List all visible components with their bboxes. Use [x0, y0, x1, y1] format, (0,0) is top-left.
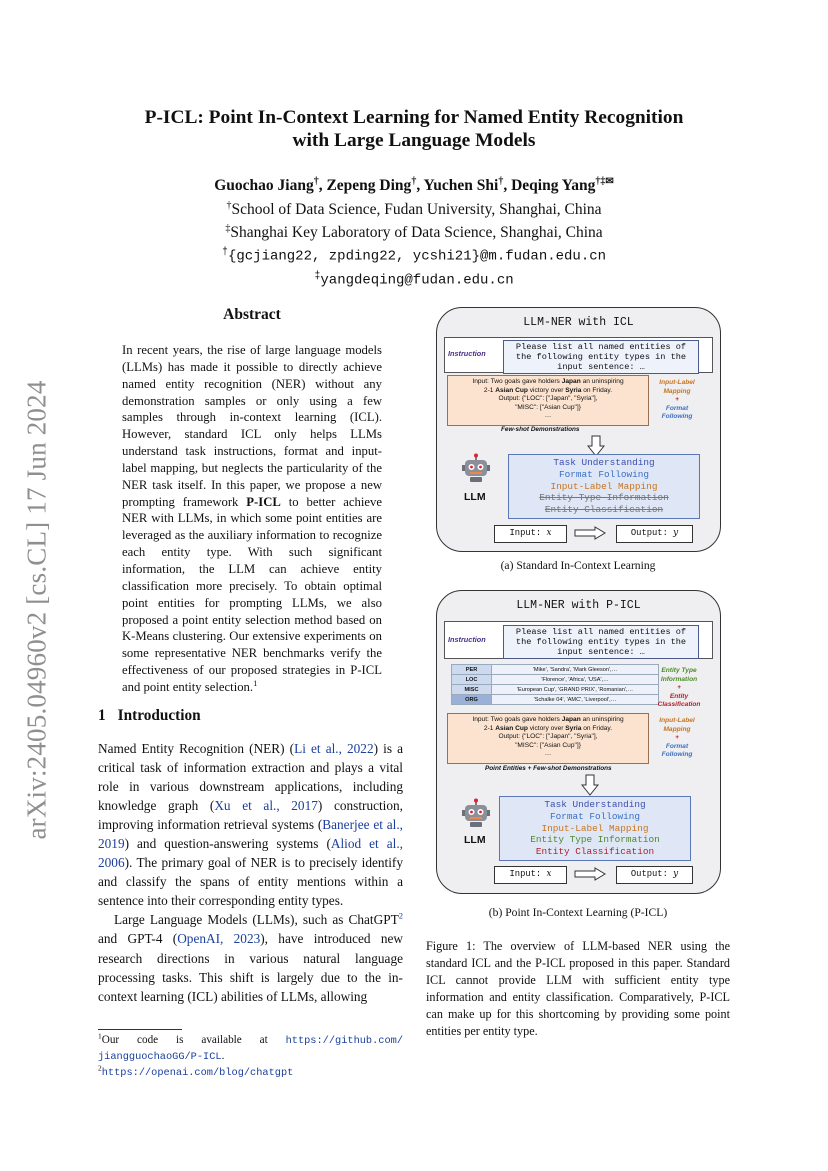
demonstration-box: Input: Two goals gave holders Japan an uninspiring 2-1 Asian Cup victory over Syria on Friday. Output: {"LOC": ["Japan", "Syria"], "MISC": ["Asian Cup"]} … [447, 375, 649, 426]
author-3: Yuchen Shi [423, 177, 499, 195]
table-row [452, 665, 659, 675]
instruction-text: Please list all named entities of the following entity types in the input sentence: … [503, 340, 699, 374]
citation-aliod-2006[interactable]: Aliod et al., 2006 [98, 836, 403, 871]
instruction-label: Instruction [448, 635, 486, 644]
authors-block [90, 172, 738, 291]
robot-icon [461, 798, 491, 828]
method-name: P-ICL [246, 494, 281, 509]
demo-side-note: Input-Label Mapping + Format Following [659, 717, 695, 758]
table-side-note: Entity Type Information + Entity Classification [657, 667, 701, 708]
author-names: Guochao Jiang†, Zepeng Ding†, Yuchen Shi†, Deqing Yang†‡✉ [214, 176, 614, 195]
entity-type-cell: PER [452, 665, 492, 675]
section-heading-introduction [98, 707, 201, 725]
cap-task-understanding: Task Understanding [553, 457, 655, 468]
entity-type-cell: ORG [452, 695, 492, 705]
entity-values-cell: 'Florence', 'Africa', 'USA',… [492, 675, 659, 685]
llm-label: LLM [464, 491, 486, 503]
table-row [452, 675, 659, 685]
author-2: Zepeng Ding [326, 177, 412, 195]
cap-entity-classification: Entity Classification [535, 846, 655, 858]
email-2[interactable]: ‡yangdeqing@fudan.edu.cn [314, 271, 514, 289]
title-line-2: with Large Language Models [292, 130, 536, 151]
entity-type-cell: LOC [452, 675, 492, 685]
citation-openai-2023[interactable]: OpenAI, 2023 [177, 931, 261, 947]
author-4: Deqing Yang [511, 177, 596, 195]
demo-side-note: Input-Label Mapping + Format Following [659, 379, 695, 420]
output-box: Output: y [616, 866, 693, 884]
intro-paragraph-2: Large Language Models (LLMs), such as ChatGPT$^2$ and GPT-4 (OpenAI, 2023), have introduced new research directions in various natural language processing tasks. This shift is largely due to the in-context learning (ICL) abilities of LLMs, allowing [98, 911, 403, 1004]
author-1: Guochao Jiang [214, 177, 314, 195]
footnote-rule [98, 1029, 182, 1030]
cap-input-label-mapping: Input-Label Mapping [541, 822, 649, 834]
capabilities-box [499, 796, 691, 861]
figure-a-subcaption: (a) Standard In-Context Learning [500, 559, 656, 572]
cap-task-understanding: Task Understanding [544, 799, 646, 810]
point-entities-table [451, 664, 659, 705]
figure-b-subcaption: (b) Point In-Context Learning (P-ICL) [488, 906, 668, 919]
demonstration-box: Input: Two goals gave holders Japan an uninspiring 2-1 Asian Cup victory over Syria on Friday. Output: {"LOC": ["Japan", "Syria"], "MISC": ["Asian Cup"]} … [447, 713, 649, 764]
arxiv-stamp [12, 370, 62, 850]
title-line-1: P-ICL: Point In-Context Learning for Named Entity Recognition [144, 107, 684, 128]
abstract-body: In recent years, the rise of large language models (LLMs) has made it possible to directly achieve named entity recognition (NER) without any demonstration samples or only using a few samples through in-context learning (ICL). However, standard ICL only helps LLMs understand task instructions, format and input-label mapping, but neglects the particularity of the NER task itself. In this paper, we propose a new prompting framework P-ICL to better achieve NER with LLMs, in which some point entities are leveraged as the auxiliary information to recognize each entity type. With such significant information, the LLM can achieve entity classification more precisely. To obtain optimal point entities for prompting LLMs, we also proposed a point entity selection method based on K-Means clustering. Our extensive experiments on some representative NER benchmarks verify the effectiveness of our proposed strategies in P-ICL and point entity selection.$^1$ [122, 343, 382, 694]
figure-panel-icl [436, 307, 721, 552]
llm-label: LLM [464, 834, 486, 846]
down-arrow-icon [581, 774, 599, 796]
right-arrow-icon [574, 867, 606, 881]
entity-type-cell: MISC [452, 685, 492, 695]
table-row [452, 685, 659, 695]
footnote-ref-2[interactable]: 2 [398, 911, 403, 921]
demo-caption: Point Entities + Few-shot Demonstrations [485, 765, 612, 772]
affiliation-2: ‡Shanghai Key Laboratory of Data Science, Shanghai, China [225, 223, 603, 242]
table-row [452, 695, 659, 705]
chatgpt-link[interactable]: https://openai.com/blog/chatgpt [101, 1067, 294, 1079]
figure-panel-picl [436, 590, 721, 894]
entity-values-cell: 'European Cup', 'GRAND PRIX', 'Romanian',… [492, 685, 659, 695]
figure-caption: Figure 1: The overview of LLM-based NER using the standard ICL and the P-ICL proposed in this paper. Standard ICL cannot provide LLM with sufficient entity type information and entity classification. Comparatively, P-ICL can make up for this shortcoming by providing some point entities per entity type. [426, 939, 730, 1038]
cap-input-label-mapping: Input-Label Mapping [550, 480, 658, 492]
input-box: Input: x [494, 866, 567, 884]
footnote-2: $^2$https://openai.com/blog/chatgpt [98, 1063, 294, 1079]
paper-title [90, 106, 738, 152]
instruction-label: Instruction [448, 349, 486, 358]
cap-format-following: Format Following [549, 810, 640, 822]
citation-li-2022[interactable]: Li et al., 2022 [294, 741, 374, 756]
right-arrow-icon [574, 526, 606, 540]
instruction-text: Please list all named entities of the following entity types in the input sentence: … [503, 625, 699, 659]
robot-icon [461, 453, 491, 483]
cap-entity-type-information: Entity Type Information [530, 834, 660, 846]
panel-title: LLM-NER with ICL [523, 316, 634, 329]
entity-values-cell: 'Mike', 'Sandra', 'Mark Gleeson',… [492, 665, 659, 675]
cap-entity-classification: Entity Classification [544, 504, 664, 516]
email-1[interactable]: †{gcjiang22, zpding22, ycshi21}@m.fudan.edu.cn [221, 246, 607, 265]
cap-format-following: Format Following [558, 468, 649, 480]
citation-banerjee-2019[interactable]: Banerjee et al., 2019 [98, 817, 403, 852]
introduction-body [98, 739, 403, 1006]
citation-xu-2017[interactable]: Xu et al., 2017 [214, 798, 318, 814]
code-link[interactable]: https://github.com/ jiangguochaoGG/P-ICL [98, 1035, 403, 1063]
affiliation-1: †School of Data Science, Fudan University, Shanghai, China [226, 199, 602, 218]
capabilities-box [508, 454, 700, 519]
input-box: Input: x [494, 525, 567, 543]
abstract-heading: Abstract [223, 306, 281, 323]
arxiv-id: arXiv:2405.04960v2 [cs.CL] 17 Jun 2024 [21, 380, 52, 840]
footnote-ref-1[interactable]: 1 [253, 677, 258, 688]
output-box: Output: y [616, 525, 693, 543]
footnotes [98, 1033, 403, 1081]
footnote-1: $^1$Our code is available at https://github.com/ jiangguochaoGG/P-ICL. [98, 1031, 403, 1063]
section-title: Introduction [117, 707, 201, 724]
demo-caption: Few-shot Demonstrations [501, 426, 580, 433]
section-number: 1 [98, 707, 106, 724]
cap-entity-type-information: Entity Type Information [539, 492, 669, 504]
entity-values-cell: 'Schalke 04', 'AMC', 'Liverpool',… [492, 695, 659, 705]
intro-paragraph-1: Named Entity Recognition (NER) (Li et al., 2022) is a critical task of information extraction and plays a vital role in various downstream applications, including knowledge graph (Xu et al., 2017) construction, improving information retrieval systems (Banerjee et al., 2019) and question-answering systems (Aliod et al., 2006). The primary goal of NER is to precisely identify and classify the spans of entity mentions within a sentence into their corresponding entity types. [98, 741, 404, 909]
panel-title: LLM-NER with P-ICL [516, 599, 641, 612]
